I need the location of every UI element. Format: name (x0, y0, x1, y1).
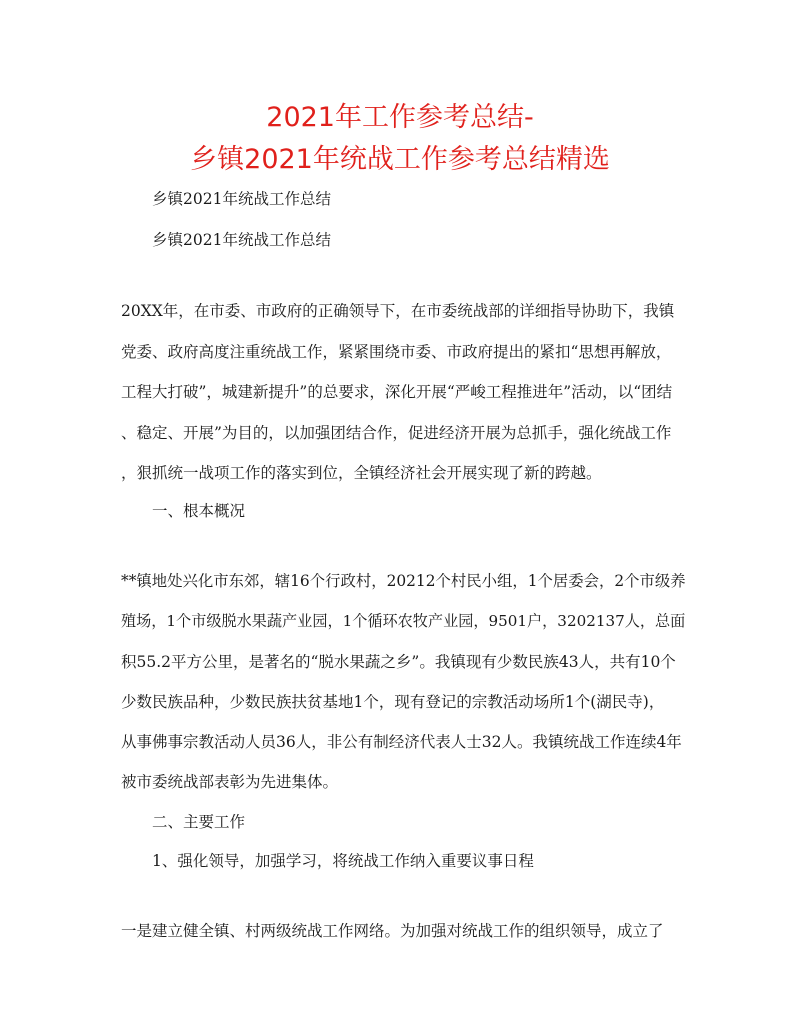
paragraph-line: 党委、政府高度注重统战工作，紧紧围绕市委、市政府提出的紧扣“思想再解放， (121, 343, 672, 361)
paragraph-line: 一是建立健全镇、村两级统战工作网络。为加强对统战工作的组织领导，成立了 (121, 922, 664, 940)
section-heading: 一、根本概况 (152, 502, 246, 520)
paragraph-line: ，狠抓统一战项工作的落实到位，全镇经济社会开展实现了新的跨越。 (121, 464, 602, 482)
paragraph-line: 积55.2平方公里，是著名的“脱水果蔬之乡”。我镇现有少数民族43人，共有10个 (121, 653, 676, 671)
paragraph-line: 被市委统战部表彰为先进集体。 (121, 773, 339, 791)
paragraph-line: 工程大打破”，城建新提升”的总要求，深化开展“严峻工程推进年”活动，以“团结 (121, 383, 673, 401)
paragraph-line: 从事佛事宗教活动人员36人，非公有制经济代表人士32人。我镇统战工作连续4年 (121, 733, 682, 751)
section-heading: 二、主要工作 (152, 813, 246, 831)
paragraph-line: 少数民族品种，少数民族扶贫基地1个，现有登记的宗教活动场所1个(湖民寺)， (121, 693, 665, 711)
paragraph-line: **镇地处兴化市东郊，辖16个行政村，20212个村民小组，1个居委会，2个市级养 (121, 572, 686, 590)
subsection-heading: 1、强化领导，加强学习，将统战工作纳入重要议事日程 (152, 852, 534, 870)
document-title-line2: 乡镇2021年统战工作参考总结精选 (190, 144, 610, 175)
paragraph-line: 、稳定、开展”为目的，以加强团结合作，促进经济开展为总抓手，强化统战工作 (121, 424, 672, 442)
document-title-line1: 2021年工作参考总结- (266, 102, 534, 133)
subtitle: 乡镇2021年统战工作总结 (152, 231, 331, 249)
subtitle: 乡镇2021年统战工作总结 (152, 190, 331, 208)
paragraph-line: 20XX年，在市委、市政府的正确领导下，在市委统战部的详细指导协助下，我镇 (121, 302, 675, 320)
paragraph-line: 殖场，1个市级脱水果蔬产业园，1个循环农牧产业园，9501户，3202137人，总面 (121, 612, 686, 630)
